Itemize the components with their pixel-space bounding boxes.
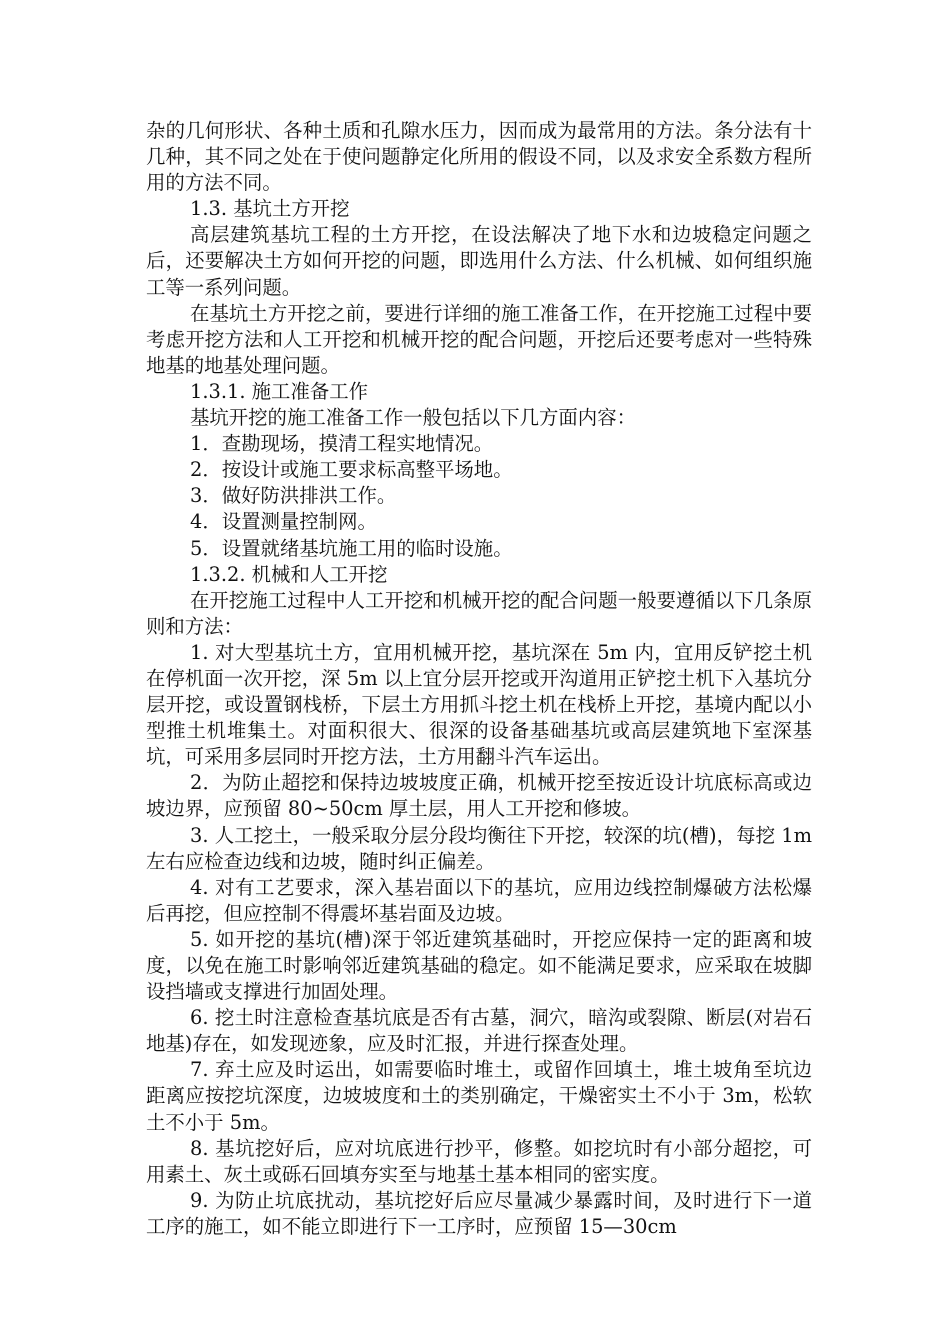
paragraph: 4．设置测量控制网。 [190,510,377,534]
paragraph: 9. 为防止坑底扰动，基坑挖好后应尽量减少暴露时间，及时进行下一道工序的施工，如不能立即进行下一工序时，应预留 15—30cm [146,1188,812,1238]
paragraph: 7. 弃土应及时运出，如需要临时堆土，或留作回填土，堆土坡角至坑边距离应按挖坑深度，边坡坡度和土的类别确定，干燥密实土不小于 3m，松软土不小于 5m。 [146,1058,812,1134]
paragraph: 1.3. 基坑土方开挖 [190,197,350,221]
document-body [146,118,812,1240]
paragraph: 3. 人工挖土，一般采取分层分段均衡往下开挖，较深的坑(槽)，每挖 1m 左右应检查边线和边坡，随时纠正偏差。 [146,823,812,873]
paragraph: 1. 对大型基坑土方，宜用机械开挖，基坑深在 5m 内，宜用反铲挖土机在停机面一次开挖，深 5m 以上宜分层开挖或开沟道用正铲挖土机下入基坑分层开挖，或设置钢栈桥，下层土方用抓斗挖土机在栈桥上开挖，基境内配以小型推土机堆集土。对面积很大、很深的设备基础基坑或高层建筑地下室深基坑，可采用多层同时开挖方法，土方用翻斗汽车运出。 [146,640,812,769]
paragraph: 1．查勘现场，摸清工程实地情况。 [190,432,494,456]
paragraph: 杂的几何形状、各种土质和孔隙水压力，因而成为最常用的方法。条分法有十几种，其不同之处在于使问题静定化所用的假设不同，以及求安全系数方程所用的方法不同。 [146,119,812,195]
paragraph: 2．按设计或施工要求标高整平场地。 [190,458,513,482]
paragraph: 6. 挖土时注意检查基坑底是否有古墓，洞穴，暗沟或裂隙、断层(对岩石地基)存在，如发现迹象，应及时汇报，并进行探查处理。 [146,1006,812,1056]
paragraph: 1.3.2. 机械和人工开挖 [190,562,388,586]
paragraph: 1.3.1. 施工准备工作 [190,379,369,403]
paragraph: 高层建筑基坑工程的土方开挖，在设法解决了地下水和边坡稳定问题之后，还要解决土方如何开挖的问题，即选用什么方法、什么机械、如何组织施工等一系列问题。 [146,223,812,299]
paragraph: 在基坑土方开挖之前，要进行详细的施工准备工作，在开挖施工过程中要考虑开挖方法和人工开挖和机械开挖的配合问题，开挖后还要考虑对一些特殊地基的地基处理问题。 [146,301,812,377]
paragraph: 3．做好防洪排洪工作。 [190,484,397,508]
paragraph: 5．设置就绪基坑施工用的临时设施。 [190,536,513,560]
paragraph: 基坑开挖的施工准备工作一般包括以下几方面内容： [190,406,636,430]
paragraph: 8. 基坑挖好后，应对坑底进行抄平，修整。如挖坑时有小部分超挖，可用素土、灰土或砾石回填夯实至与地基土基本相同的密实度。 [146,1136,812,1186]
paragraph: 4. 对有工艺要求，深入基岩面以下的基坑，应用边线控制爆破方法松爆后再挖，但应控制不得震坏基岩面及边坡。 [146,875,812,925]
paragraph: 5. 如开挖的基坑(槽)深于邻近建筑基础时，开挖应保持一定的距离和坡度，以免在施工时影响邻近建筑基础的稳定。如不能满足要求，应采取在坡脚设挡墙或支撑进行加固处理。 [146,927,812,1004]
paragraph: 在开挖施工过程中人工开挖和机械开挖的配合问题一般要遵循以下几条原则和方法： [146,588,812,638]
paragraph: 2．为防止超挖和保持边坡坡度正确，机械开挖至按近设计坑底标高或边坡边界，应预留 80~50cm 厚土层，用人工开挖和修坡。 [146,771,812,821]
